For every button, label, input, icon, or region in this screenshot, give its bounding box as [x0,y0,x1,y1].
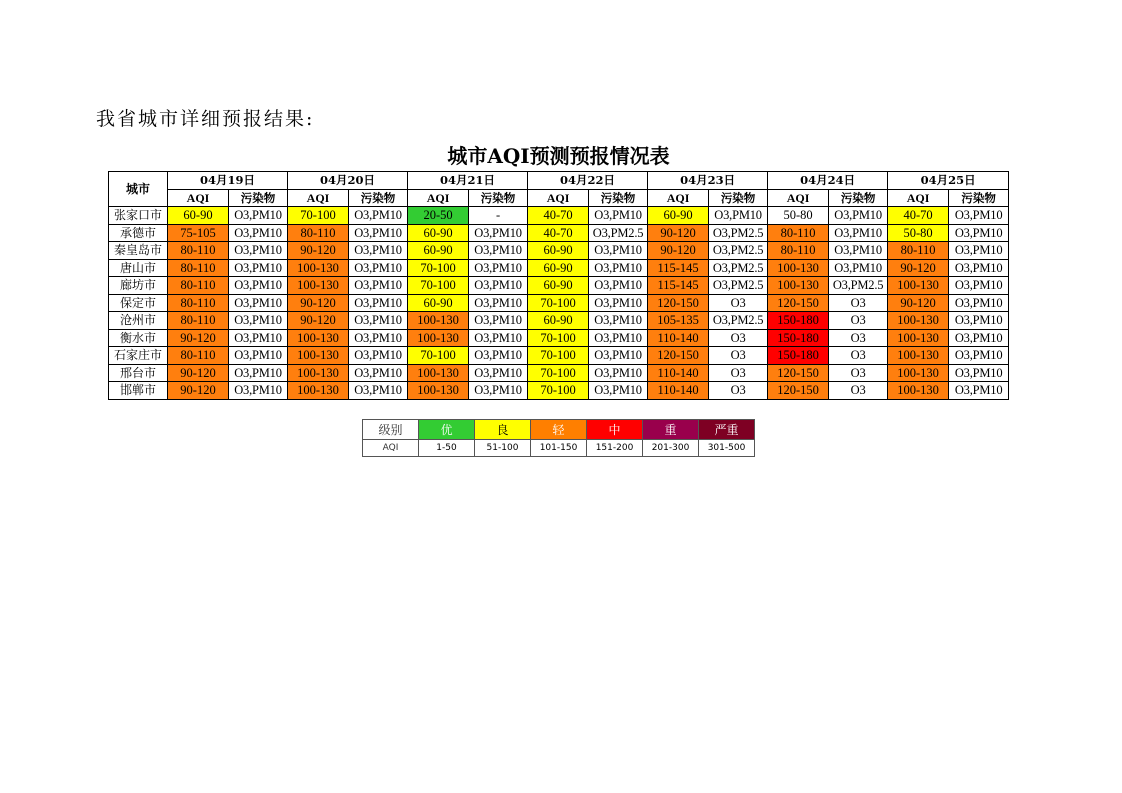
aqi-range-cell: 70-100 [408,277,469,295]
pollutant-cell: O3,PM10 [589,312,648,330]
city-row [109,242,1009,260]
aqi-range-cell: 80-110 [768,242,829,260]
pollutant-cell: O3,PM10 [229,224,288,242]
table-body [109,207,1009,400]
pollutant-cell: O3 [829,329,888,347]
legend-range: 101-150 [531,440,587,457]
pollutant-cell: O3,PM10 [589,242,648,260]
aqi-range-cell: 150-180 [768,329,829,347]
aqi-range-cell: 110-140 [648,329,709,347]
pollutant-cell: O3,PM2.5 [709,242,768,260]
aqi-range-cell: 120-150 [768,382,829,400]
pollutant-cell: O3,PM10 [229,259,288,277]
pollutant-cell: O3,PM10 [349,382,408,400]
aqi-range-cell: 80-110 [888,242,949,260]
aqi-column-header: AQI [768,189,829,207]
pollutant-cell: O3,PM10 [349,259,408,277]
pollutant-cell: O3,PM10 [949,294,1009,312]
aqi-range-cell: 100-130 [408,382,469,400]
intro-text: 我省城市详细预报结果: [96,108,315,130]
subheader-row [109,189,1009,207]
pollutant-column-header: 污染物 [949,189,1009,207]
pollutant-cell: O3,PM10 [229,347,288,365]
aqi-column-header: AQI [288,189,349,207]
pollutant-cell: O3,PM10 [949,382,1009,400]
pollutant-cell: O3,PM10 [949,259,1009,277]
pollutant-cell: O3 [829,294,888,312]
aqi-range-cell: 40-70 [528,224,589,242]
pollutant-cell: O3,PM10 [709,207,768,225]
pollutant-cell: O3,PM10 [589,277,648,295]
aqi-range-cell: 40-70 [888,207,949,225]
pollutant-cell: O3,PM2.5 [709,259,768,277]
pollutant-cell: O3,PM10 [349,294,408,312]
aqi-range-cell: 90-120 [168,382,229,400]
aqi-range-cell: 90-120 [888,259,949,277]
city-name: 秦皇岛市 [109,242,168,260]
pollutant-column-header: 污染物 [469,189,528,207]
city-row [109,312,1009,330]
aqi-range-cell: 60-90 [528,277,589,295]
aqi-range-cell: 70-100 [528,294,589,312]
pollutant-cell: - [469,207,528,225]
pollutant-cell: O3,PM10 [349,277,408,295]
pollutant-cell: O3,PM10 [349,242,408,260]
pollutant-cell: O3,PM10 [949,329,1009,347]
aqi-range-cell: 40-70 [528,207,589,225]
pollutant-cell: O3,PM10 [229,207,288,225]
pollutant-cell: O3,PM10 [589,294,648,312]
pollutant-cell: O3,PM10 [349,207,408,225]
date-header: 04月24日 [768,172,888,190]
aqi-range-cell: 105-135 [648,312,709,330]
pollutant-cell: O3,PM2.5 [589,224,648,242]
pollutant-cell: O3,PM2.5 [829,277,888,295]
legend-level-swatch: 严重 [699,420,755,440]
aqi-range-cell: 60-90 [168,207,229,225]
aqi-range-cell: 80-110 [168,259,229,277]
pollutant-cell: O3,PM10 [829,242,888,260]
date-header: 04月20日 [288,172,408,190]
aqi-column-header: AQI [648,189,709,207]
aqi-column-header: AQI [528,189,589,207]
aqi-range-cell: 70-100 [288,207,349,225]
pollutant-cell: O3,PM10 [229,329,288,347]
aqi-range-cell: 100-130 [888,364,949,382]
pollutant-cell: O3 [829,364,888,382]
pollutant-column-header: 污染物 [829,189,888,207]
legend-range: 51-100 [475,440,531,457]
date-header: 04月23日 [648,172,768,190]
pollutant-cell: O3 [709,364,768,382]
pollutant-column-header: 污染物 [349,189,408,207]
aqi-range-cell: 100-130 [288,347,349,365]
aqi-range-cell: 80-110 [288,224,349,242]
pollutant-cell: O3,PM10 [469,242,528,260]
city-row [109,329,1009,347]
aqi-range-cell: 60-90 [408,242,469,260]
pollutant-cell: O3 [829,347,888,365]
aqi-range-cell: 120-150 [768,364,829,382]
pollutant-cell: O3,PM10 [949,312,1009,330]
city-name: 廊坊市 [109,277,168,295]
table-title: 城市AQI预测预报情况表 [447,144,670,168]
aqi-range-cell: 100-130 [288,382,349,400]
aqi-range-cell: 50-80 [768,207,829,225]
pollutant-cell: O3 [829,382,888,400]
aqi-range-cell: 70-100 [408,347,469,365]
pollutant-cell: O3,PM10 [349,364,408,382]
aqi-range-cell: 90-120 [648,242,709,260]
city-name: 邢台市 [109,364,168,382]
legend-level-label: 级别 [363,420,419,440]
pollutant-cell: O3,PM10 [589,207,648,225]
aqi-range-cell: 60-90 [528,242,589,260]
pollutant-column-header: 污染物 [709,189,768,207]
pollutant-cell: O3,PM10 [469,312,528,330]
pollutant-cell: O3,PM10 [349,329,408,347]
pollutant-cell: O3,PM10 [469,277,528,295]
pollutant-cell: O3 [709,347,768,365]
aqi-range-cell: 50-80 [888,224,949,242]
pollutant-cell: O3,PM10 [589,259,648,277]
aqi-range-cell: 120-150 [648,294,709,312]
pollutant-cell: O3,PM10 [469,347,528,365]
aqi-level-legend [362,419,755,457]
aqi-range-cell: 80-110 [768,224,829,242]
legend-range-row [363,440,755,457]
pollutant-cell: O3,PM10 [469,294,528,312]
aqi-range-cell: 75-105 [168,224,229,242]
aqi-range-cell: 60-90 [408,224,469,242]
aqi-range-cell: 120-150 [648,347,709,365]
city-row [109,294,1009,312]
pollutant-cell: O3,PM10 [349,224,408,242]
aqi-range-cell: 100-130 [888,382,949,400]
aqi-range-cell: 90-120 [288,312,349,330]
pollutant-cell: O3,PM10 [949,242,1009,260]
aqi-range-cell: 100-130 [288,259,349,277]
date-header: 04月25日 [888,172,1009,190]
aqi-range-cell: 70-100 [528,364,589,382]
aqi-forecast-table-container [108,141,1009,399]
aqi-range-cell: 115-145 [648,259,709,277]
pollutant-cell: O3,PM10 [949,364,1009,382]
pollutant-cell: O3,PM10 [349,312,408,330]
city-row [109,382,1009,400]
date-header: 04月22日 [528,172,648,190]
aqi-range-cell: 150-180 [768,312,829,330]
pollutant-cell: O3,PM10 [949,277,1009,295]
legend-aqi-label: AQI [363,440,419,457]
aqi-range-cell: 70-100 [528,329,589,347]
pollutant-cell: O3,PM10 [229,364,288,382]
aqi-range-cell: 80-110 [168,312,229,330]
legend-level-swatch: 中 [587,420,643,440]
aqi-range-cell: 80-110 [168,347,229,365]
city-row [109,259,1009,277]
city-name: 张家口市 [109,207,168,225]
aqi-range-cell: 100-130 [408,329,469,347]
aqi-range-cell: 100-130 [288,364,349,382]
aqi-range-cell: 100-130 [768,259,829,277]
aqi-column-header: AQI [888,189,949,207]
aqi-range-cell: 100-130 [888,347,949,365]
pollutant-cell: O3,PM10 [949,207,1009,225]
aqi-range-cell: 70-100 [408,259,469,277]
legend-range: 1-50 [419,440,475,457]
pollutant-cell: O3,PM10 [949,347,1009,365]
aqi-range-cell: 120-150 [768,294,829,312]
aqi-range-cell: 100-130 [888,277,949,295]
city-name: 石家庄市 [109,347,168,365]
pollutant-cell: O3,PM10 [229,277,288,295]
pollutant-cell: O3 [709,329,768,347]
aqi-range-cell: 80-110 [168,294,229,312]
pollutant-cell: O3,PM10 [949,224,1009,242]
city-row [109,224,1009,242]
aqi-column-header: AQI [168,189,229,207]
pollutant-cell: O3,PM10 [349,347,408,365]
pollutant-column-header: 污染物 [589,189,648,207]
aqi-range-cell: 60-90 [408,294,469,312]
legend-level-swatch: 良 [475,420,531,440]
aqi-range-cell: 110-140 [648,382,709,400]
pollutant-cell: O3,PM10 [829,224,888,242]
pollutant-cell: O3,PM2.5 [709,277,768,295]
aqi-range-cell: 70-100 [528,382,589,400]
pollutant-cell: O3,PM2.5 [709,224,768,242]
pollutant-column-header: 污染物 [229,189,288,207]
aqi-range-cell: 20-50 [408,207,469,225]
pollutant-cell: O3,PM10 [829,259,888,277]
city-row [109,207,1009,225]
aqi-range-cell: 150-180 [768,347,829,365]
pollutant-cell: O3,PM10 [589,329,648,347]
date-header: 04月19日 [168,172,288,190]
aqi-range-cell: 60-90 [528,312,589,330]
date-header: 04月21日 [408,172,528,190]
aqi-range-cell: 100-130 [888,312,949,330]
aqi-range-cell: 115-145 [648,277,709,295]
pollutant-cell: O3,PM10 [469,329,528,347]
city-row [109,347,1009,365]
aqi-forecast-table [108,171,1009,400]
pollutant-cell: O3,PM10 [229,294,288,312]
aqi-range-cell: 100-130 [408,364,469,382]
aqi-range-cell: 80-110 [168,277,229,295]
legend-level-row [363,420,755,440]
aqi-range-cell: 100-130 [408,312,469,330]
city-row [109,277,1009,295]
pollutant-cell: O3,PM10 [589,347,648,365]
aqi-range-cell: 90-120 [288,294,349,312]
legend-level-swatch: 轻 [531,420,587,440]
city-row [109,364,1009,382]
aqi-range-cell: 100-130 [768,277,829,295]
city-column-header: 城市 [109,172,168,207]
city-name: 承德市 [109,224,168,242]
date-header-row [109,172,1009,190]
aqi-range-cell: 70-100 [528,347,589,365]
aqi-range-cell: 90-120 [648,224,709,242]
legend-level-swatch: 重 [643,420,699,440]
city-name: 邯郸市 [109,382,168,400]
aqi-range-cell: 80-110 [168,242,229,260]
aqi-range-cell: 90-120 [168,329,229,347]
pollutant-cell: O3,PM10 [229,312,288,330]
pollutant-cell: O3,PM10 [229,242,288,260]
aqi-range-cell: 100-130 [288,329,349,347]
city-name: 衡水市 [109,329,168,347]
pollutant-cell: O3 [709,294,768,312]
pollutant-cell: O3,PM10 [469,224,528,242]
pollutant-cell: O3 [709,382,768,400]
legend-level-swatch: 优 [419,420,475,440]
pollutant-cell: O3,PM2.5 [709,312,768,330]
aqi-range-cell: 90-120 [888,294,949,312]
city-name: 保定市 [109,294,168,312]
aqi-range-cell: 60-90 [648,207,709,225]
legend-range: 301-500 [699,440,755,457]
pollutant-cell: O3,PM10 [829,207,888,225]
city-name: 唐山市 [109,259,168,277]
aqi-range-cell: 110-140 [648,364,709,382]
pollutant-cell: O3,PM10 [469,364,528,382]
aqi-range-cell: 60-90 [528,259,589,277]
pollutant-cell: O3 [829,312,888,330]
pollutant-cell: O3,PM10 [589,364,648,382]
pollutant-cell: O3,PM10 [589,382,648,400]
legend-range: 151-200 [587,440,643,457]
pollutant-cell: O3,PM10 [469,382,528,400]
pollutant-cell: O3,PM10 [229,382,288,400]
legend-range: 201-300 [643,440,699,457]
aqi-range-cell: 100-130 [288,277,349,295]
aqi-range-cell: 90-120 [288,242,349,260]
pollutant-cell: O3,PM10 [469,259,528,277]
aqi-range-cell: 100-130 [888,329,949,347]
aqi-column-header: AQI [408,189,469,207]
aqi-range-cell: 90-120 [168,364,229,382]
city-name: 沧州市 [109,312,168,330]
